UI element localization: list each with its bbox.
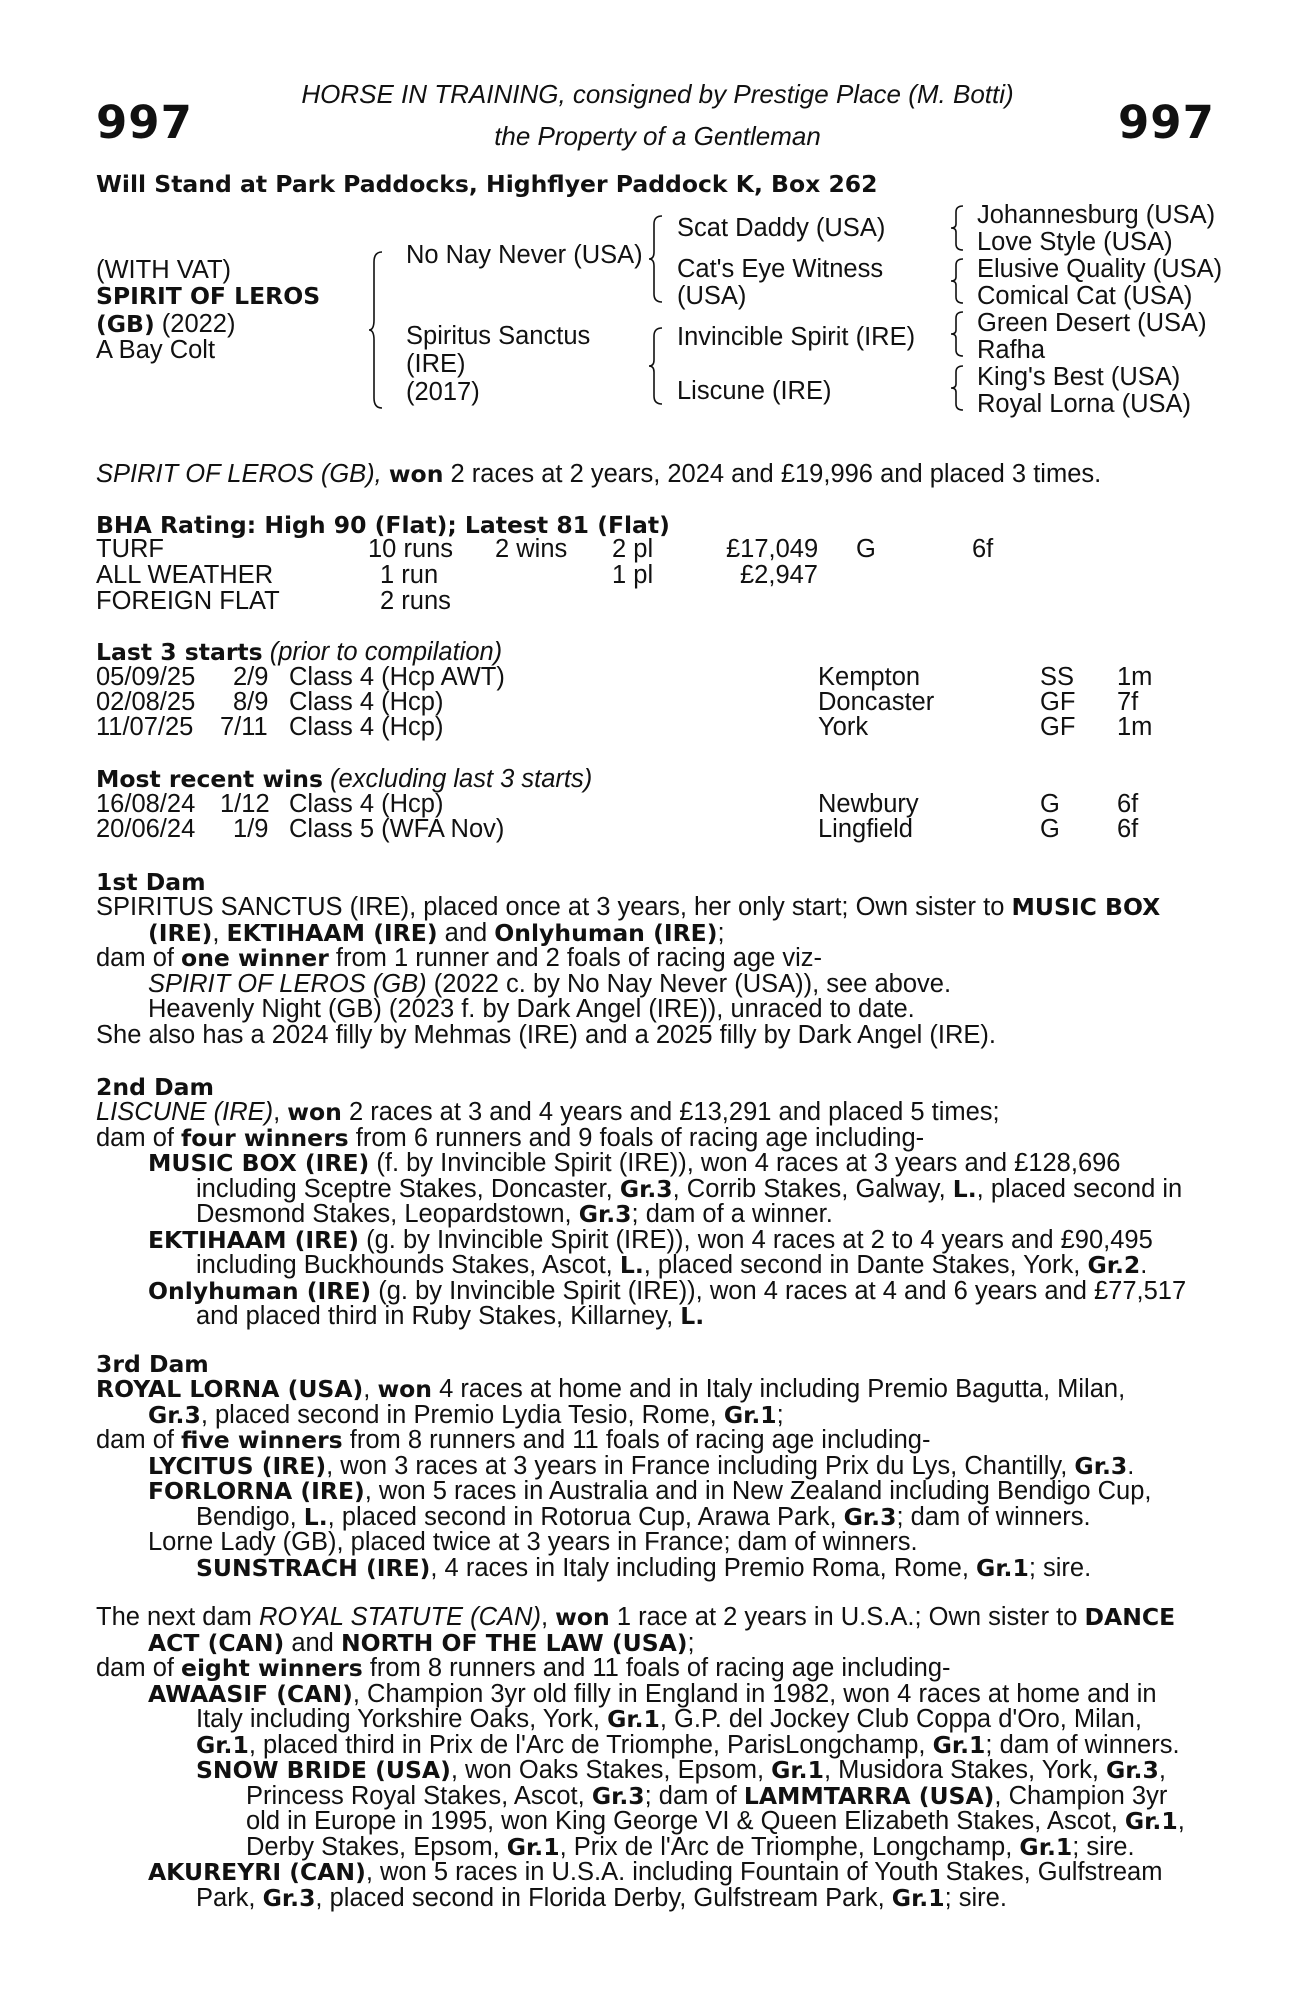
start-date: 11/07/25 xyxy=(96,713,194,741)
text: , xyxy=(1158,1756,1166,1784)
start-position: 2/9 xyxy=(233,663,269,691)
start-going: SS xyxy=(1040,663,1075,691)
start-going: GF xyxy=(1040,713,1076,741)
grade: Gr.1 xyxy=(1019,1832,1073,1861)
start-course: Kempton xyxy=(818,663,921,691)
record-placed: 1 pl xyxy=(612,561,654,589)
sibling-name: Onlyhuman (IRE) xyxy=(494,918,718,947)
win-distance: 6f xyxy=(1117,790,1139,818)
record-going: G xyxy=(856,535,876,563)
dam3-line xyxy=(96,1451,1151,1480)
nextdam-line xyxy=(96,1707,1185,1733)
text: from 8 runners and 11 foals of racing age including- xyxy=(342,1426,931,1454)
grade: Gr.1 xyxy=(196,1730,249,1759)
summary-rest: 2 races at 2 years, 2024 and £19,996 and placed 3 times. xyxy=(443,460,1102,488)
text: , placed third in Prix de l'Arc de Triomphe, ParisLongchamp, xyxy=(248,1730,933,1759)
grade: L. xyxy=(680,1302,705,1330)
last-starts-title: Last 3 starts xyxy=(96,638,263,666)
dam-name-line2: (IRE) xyxy=(406,350,466,378)
start-class: Class 4 (Hcp) xyxy=(289,688,444,716)
grade: Gr.2 xyxy=(1087,1251,1141,1279)
ggp-8: Royal Lorna (USA) xyxy=(977,390,1191,418)
text: , won 5 races in Australia and in New Zealand including Bendigo Cup, xyxy=(364,1477,1152,1505)
start-position: 7/11 xyxy=(220,713,268,741)
text: ; xyxy=(717,918,725,947)
text: from 6 runners and 9 foals of racing age including- xyxy=(348,1123,925,1152)
win-date: 16/08/24 xyxy=(96,790,196,818)
horse-country: (GB) xyxy=(96,310,155,338)
summary-horse: SPIRIT OF LEROS (GB), xyxy=(96,460,382,488)
ggp-1: Johannesburg (USA) xyxy=(977,201,1216,229)
sire-sire: Scat Daddy (USA) xyxy=(677,214,886,242)
dam1-line xyxy=(96,946,1160,972)
horse-name: SPIRIT OF LEROS xyxy=(96,282,321,310)
win-course: Newbury xyxy=(818,790,919,818)
grade: Gr.3 xyxy=(591,1781,645,1810)
text: , placed second in xyxy=(976,1174,1183,1203)
dam2-line xyxy=(96,1304,1186,1330)
text: , G.P. del Jockey Club Coppa d'Oro, Milan, xyxy=(659,1705,1142,1733)
dam3-line xyxy=(96,1377,1151,1403)
record-runs: 10 runs xyxy=(368,535,454,563)
recent-wins-title: Most recent wins xyxy=(96,765,323,793)
grade: L. xyxy=(619,1251,644,1279)
dam-dam: Liscune (IRE) xyxy=(677,377,832,405)
horse-sex: A Bay Colt xyxy=(96,336,216,364)
start-distance: 1m xyxy=(1117,663,1153,691)
dam1-block xyxy=(96,895,1160,1048)
grade: Gr.1 xyxy=(1124,1807,1178,1835)
nextdam-line xyxy=(96,1656,1185,1682)
record-label: TURF xyxy=(96,535,164,563)
text: , Prix de l'Arc de Triomphe, Longchamp, xyxy=(559,1832,1020,1861)
offspring-name: SUNSTRACH (IRE) xyxy=(196,1553,431,1582)
sibling-name: (IRE) xyxy=(148,918,213,947)
sibling-name: NORTH OF THE LAW (USA) xyxy=(340,1628,688,1657)
text: She also has a 2024 filly by Mehmas (IRE) and a 2025 filly by Dark Angel (IRE). xyxy=(96,1020,997,1049)
offspring-name: SPIRIT OF LEROS (GB) xyxy=(148,969,427,998)
text: , xyxy=(363,1375,378,1403)
won-label: won xyxy=(287,1098,342,1126)
dam-name-line3: (2017) xyxy=(406,378,480,406)
text: dam of xyxy=(96,1123,182,1152)
ggp-4: Comical Cat (USA) xyxy=(977,282,1193,310)
brace-g2 xyxy=(950,257,966,307)
brace-g1 xyxy=(950,204,966,254)
grade: Gr.1 xyxy=(976,1553,1029,1582)
horse-year: (2022) xyxy=(154,310,236,338)
race-summary xyxy=(96,462,1101,488)
text: Italy including Yorkshire Oaks, York, xyxy=(196,1705,608,1733)
sibling-name: ACT (CAN) xyxy=(148,1628,285,1657)
offspring-name: MUSIC BOX (IRE) xyxy=(148,1149,370,1177)
dam1-heading: 1st Dam xyxy=(96,868,206,896)
text: old in Europe in 1995, won King George VI & Queen Elizabeth Stakes, Ascot, xyxy=(246,1807,1125,1835)
offspring-name: AKUREYRI (CAN) xyxy=(148,1858,366,1886)
text: ; dam of winners. xyxy=(896,1502,1091,1531)
dam1-line xyxy=(96,918,1160,947)
offspring-name: EKTIHAAM (IRE) xyxy=(148,1225,360,1254)
grade: Gr.3 xyxy=(262,1883,316,1912)
text: , won 5 races in U.S.A. including Fountain of Youth Stakes, Gulfstream xyxy=(365,1858,1163,1886)
dam3-line xyxy=(96,1530,1151,1556)
property-line: the Property of a Gentleman xyxy=(494,121,821,151)
start-class: Class 4 (Hcp) xyxy=(289,713,444,741)
recent-wins-heading xyxy=(96,767,592,793)
offspring-name: Onlyhuman (IRE) xyxy=(148,1276,372,1305)
dam3-heading: 3rd Dam xyxy=(96,1350,209,1378)
text: (g. by Invincible Spirit (IRE)), won 4 races at 2 to 4 years and £90,495 xyxy=(359,1225,1153,1254)
text: from 8 runners and 11 foals of racing age including- xyxy=(362,1654,951,1682)
winner-count: four winners xyxy=(181,1123,349,1152)
start-class: Class 4 (Hcp AWT) xyxy=(289,663,505,691)
consignment-line: HORSE IN TRAINING, consigned by Prestige Place (M. Botti) xyxy=(301,79,1014,109)
offspring-name: AWAASIF (CAN) xyxy=(148,1679,353,1708)
text: and placed third in Ruby Stakes, Killarney, xyxy=(196,1302,681,1330)
offspring-name: LYCITUS (IRE) xyxy=(148,1451,327,1480)
dam2-line xyxy=(96,1123,1186,1152)
ggp-6: Rafha xyxy=(977,336,1046,364)
text: , xyxy=(540,1603,556,1631)
nextdam-line xyxy=(96,1679,1185,1708)
grade: Gr.1 xyxy=(891,1883,945,1912)
nextdam-line xyxy=(96,1605,1185,1631)
text: , Champion 3yr xyxy=(994,1781,1168,1810)
dam-name xyxy=(406,322,590,406)
offspring-name: SNOW BRIDE (USA) xyxy=(196,1756,451,1784)
text: , Musidora Stakes, York, xyxy=(823,1756,1107,1784)
grade: Gr.3 xyxy=(1106,1756,1159,1784)
grade: Gr.3 xyxy=(619,1174,673,1203)
ggp-2: Love Style (USA) xyxy=(977,228,1173,256)
brace-main xyxy=(368,250,388,410)
text: including Buckhounds Stakes, Ascot, xyxy=(196,1251,620,1279)
record-row xyxy=(96,537,164,563)
text: ; sire. xyxy=(1072,1832,1135,1861)
dam1-line xyxy=(96,969,1160,998)
nextdam-line xyxy=(96,1832,1185,1861)
vat-note: (WITH VAT) xyxy=(96,256,232,284)
win-going: G xyxy=(1040,815,1060,843)
record-distance: 6f xyxy=(972,535,994,563)
recent-wins-note: (excluding last 3 starts) xyxy=(322,765,593,793)
win-date: 20/06/24 xyxy=(96,815,196,843)
grade: Gr.3 xyxy=(843,1502,897,1531)
win-class: Class 4 (Hcp) xyxy=(289,790,444,818)
text: , placed second in Florida Derby, Gulfstream Park, xyxy=(315,1883,892,1912)
win-position: 1/12 xyxy=(220,790,270,818)
dam2-line xyxy=(96,1174,1186,1203)
dam3-line xyxy=(96,1428,1151,1454)
start-course: Doncaster xyxy=(818,688,935,716)
dam2-line xyxy=(96,1253,1186,1279)
text: ; xyxy=(687,1628,695,1657)
text: . xyxy=(1140,1251,1148,1279)
start-distance: 7f xyxy=(1117,688,1139,716)
dam1-line xyxy=(96,997,1160,1023)
grade: Gr.1 xyxy=(723,1400,777,1429)
dam2-line xyxy=(96,1225,1186,1254)
last-starts-note: (prior to compilation) xyxy=(262,638,503,666)
sibling-name: DANCE xyxy=(1084,1603,1176,1631)
dam3-line xyxy=(96,1479,1151,1505)
dam2-block xyxy=(96,1100,1186,1330)
dam-sire: Invincible Spirit (IRE) xyxy=(677,323,916,351)
text: , xyxy=(273,1098,288,1126)
text: Bendigo, xyxy=(196,1502,304,1531)
nextdam-line xyxy=(96,1809,1185,1835)
start-date: 05/09/25 xyxy=(96,663,196,691)
record-label: FOREIGN FLAT xyxy=(96,587,280,615)
record-wins: 2 wins xyxy=(495,535,568,563)
ggp-3: Elusive Quality (USA) xyxy=(977,255,1223,283)
dam2-line xyxy=(96,1276,1187,1305)
record-label: ALL WEATHER xyxy=(96,561,274,589)
brace-g4 xyxy=(950,364,966,414)
start-distance: 1m xyxy=(1117,713,1153,741)
grade: L. xyxy=(303,1502,328,1531)
dam2-line xyxy=(96,1100,1186,1126)
last-starts-heading xyxy=(96,640,502,666)
sire-dam xyxy=(677,256,883,310)
sibling-name: EKTIHAAM (IRE) xyxy=(226,918,438,947)
win-distance: 6f xyxy=(1117,815,1139,843)
winner-count: one winner xyxy=(181,944,329,972)
dam1-line xyxy=(96,895,1160,921)
horse-origin xyxy=(96,311,235,338)
start-going: GF xyxy=(1040,688,1076,716)
text: , xyxy=(212,918,227,947)
ggp-7: King's Best (USA) xyxy=(977,363,1181,391)
text: The next dam xyxy=(96,1603,259,1631)
dam-name: ROYAL STATUTE (CAN) xyxy=(259,1603,541,1631)
record-runs: 1 run xyxy=(380,561,439,589)
grade: Gr.1 xyxy=(932,1730,986,1759)
won-label: won xyxy=(555,1603,610,1631)
record-amount: £17,049 xyxy=(726,535,819,563)
text: ; xyxy=(776,1400,784,1429)
winner-count: five winners xyxy=(181,1426,343,1454)
win-position: 1/9 xyxy=(233,815,269,843)
text: 1 race at 2 years in U.S.A.; Own sister to xyxy=(609,1603,1085,1631)
grade: Gr.1 xyxy=(771,1756,824,1784)
text: , placed second in Dante Stakes, York, xyxy=(643,1251,1088,1279)
text: dam of xyxy=(96,944,182,972)
dam3-line xyxy=(96,1400,1151,1429)
sibling-name: MUSIC BOX xyxy=(1011,893,1161,921)
text: , placed second in Premio Lydia Tesio, Rome, xyxy=(200,1400,724,1429)
text: 4 races at home and in Italy including Premio Bagutta, Milan, xyxy=(432,1375,1126,1403)
text: dam of xyxy=(96,1654,182,1682)
nextdam-block xyxy=(96,1605,1185,1911)
text: ; sire. xyxy=(944,1883,1007,1912)
ggp-5: Green Desert (USA) xyxy=(977,309,1207,337)
won-label: won xyxy=(377,1375,433,1403)
start-course: York xyxy=(818,713,869,741)
nextdam-line xyxy=(96,1781,1185,1810)
dam2-line xyxy=(96,1202,1186,1228)
start-date: 02/08/25 xyxy=(96,688,196,716)
text: Desmond Stakes, Leopardstown, xyxy=(196,1200,579,1228)
dam-name: ROYAL LORNA (USA) xyxy=(96,1375,364,1403)
offspring-name: LAMMTARRA (USA) xyxy=(743,1781,995,1810)
grade: Gr.3 xyxy=(1074,1451,1128,1480)
text: ; sire. xyxy=(1028,1553,1092,1582)
text: 2 races at 3 and 4 years and £13,291 and placed 5 times; xyxy=(341,1098,1000,1126)
win-class: Class 5 (WFA Nov) xyxy=(289,815,505,843)
dam2-heading: 2nd Dam xyxy=(96,1073,214,1101)
text: . xyxy=(1127,1451,1135,1480)
text: dam of xyxy=(96,1426,182,1454)
offspring-name: FORLORNA (IRE) xyxy=(148,1477,365,1505)
start-position: 8/9 xyxy=(233,688,269,716)
text: Lorne Lady (GB), placed twice at 3 years in France; dam of winners. xyxy=(148,1528,918,1556)
text: and xyxy=(437,918,495,947)
nextdam-line xyxy=(96,1758,1185,1784)
text: including Sceptre Stakes, Doncaster, xyxy=(196,1174,620,1203)
brace-g3 xyxy=(950,310,966,360)
grade: Gr.1 xyxy=(506,1832,560,1861)
brace-dam xyxy=(648,326,666,406)
nextdam-line xyxy=(96,1628,1185,1657)
text: and xyxy=(284,1628,341,1657)
grade: Gr.1 xyxy=(607,1705,660,1733)
dam3-line xyxy=(96,1553,1151,1582)
winner-count: eight winners xyxy=(181,1654,363,1682)
brace-sire xyxy=(648,214,666,304)
nextdam-line xyxy=(96,1730,1185,1759)
text: ; dam of xyxy=(644,1781,744,1810)
text: Derby Stakes, Epsom, xyxy=(246,1832,507,1861)
dam3-block xyxy=(96,1377,1151,1581)
text: , won 3 races at 3 years in France including Prix du Lys, Chantilly, xyxy=(326,1451,1075,1480)
sire-dam-line2: (USA) xyxy=(677,282,747,310)
record-runs: 2 runs xyxy=(380,587,451,615)
grade: Gr.3 xyxy=(148,1400,201,1429)
record-amount: £2,947 xyxy=(740,561,818,589)
grade: Gr.3 xyxy=(578,1200,632,1228)
text: , won Oaks Stakes, Epsom, xyxy=(450,1756,772,1784)
text: from 1 runner and 2 foals of racing age viz- xyxy=(328,944,823,972)
text: (g. by Invincible Spirit (IRE)), won 4 races at 4 and 6 years and £77,517 xyxy=(371,1276,1187,1305)
dam3-line xyxy=(96,1502,1151,1531)
text: ; dam of a winner. xyxy=(631,1200,833,1228)
dam1-line xyxy=(96,1020,1160,1049)
grade: L. xyxy=(952,1174,977,1203)
lot-number-left: 997 xyxy=(96,96,193,149)
sire-dam-line1: Cat's Eye Witness xyxy=(677,255,884,283)
bha-rating: BHA Rating: High 90 (Flat); Latest 81 (Flat) xyxy=(96,511,670,539)
sire-name: No Nay Never (USA) xyxy=(406,241,643,269)
record-placed: 2 pl xyxy=(612,535,654,563)
win-course: Lingfield xyxy=(818,815,913,843)
text: SPIRITUS SANCTUS (IRE), placed once at 3 years, her only start; Own sister to xyxy=(96,893,1012,921)
text: , 4 races in Italy including Premio Roma, Rome, xyxy=(430,1553,977,1582)
dam-name-line1: Spiritus Sanctus xyxy=(406,322,591,350)
nextdam-line xyxy=(96,1883,1185,1912)
text: ; dam of winners. xyxy=(985,1730,1180,1759)
text: Princess Royal Stakes, Ascot, xyxy=(246,1781,592,1810)
text: (2022 c. by No Nay Never (USA)), see above. xyxy=(426,969,952,998)
dam2-line xyxy=(96,1151,1186,1177)
text: , placed second in Rotorua Cup, Arawa Park, xyxy=(327,1502,844,1531)
lot-number-right: 997 xyxy=(1118,96,1215,149)
text: , xyxy=(1177,1807,1185,1835)
text: Heavenly Night (GB) (2023 f. by Dark Angel (IRE)), unraced to date. xyxy=(148,995,915,1023)
text: (f. by Invincible Spirit (IRE)), won 4 races at 3 years and £128,696 xyxy=(369,1149,1121,1177)
text: Park, xyxy=(196,1883,263,1912)
text: , Corrib Stakes, Galway, xyxy=(672,1174,953,1203)
stand-location: Will Stand at Park Paddocks, Highflyer Paddock K, Box 262 xyxy=(96,170,878,198)
dam-name: LISCUNE (IRE) xyxy=(96,1098,274,1126)
nextdam-line xyxy=(96,1860,1185,1886)
win-going: G xyxy=(1040,790,1060,818)
text: , Champion 3yr old filly in England in 1982, won 4 races at home and in xyxy=(352,1679,1157,1708)
summary-won: won xyxy=(388,460,444,488)
